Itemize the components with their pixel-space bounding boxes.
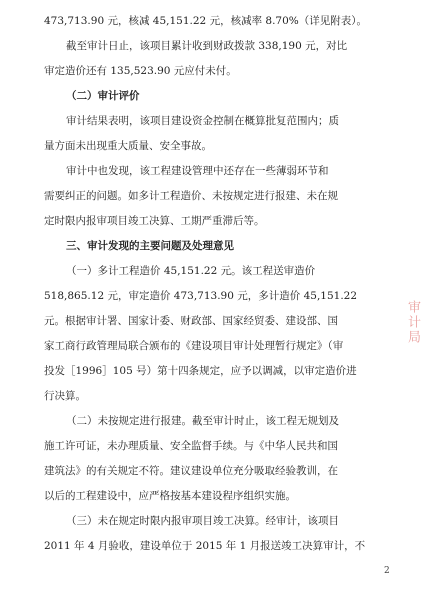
text-line: 建筑法》的有关规定不符。建议建设单位充分吸取经验教训，在 — [44, 465, 338, 477]
text-line: 2011 年 4 月验收，建设单位于 2015 年 1 月报送竣工决算审计，不 — [44, 540, 366, 552]
text-line: 需要纠正的问题。如多计工程造价、未按规定进行报建、未在规 — [44, 190, 338, 202]
text-line: （二）未按规定进行报建。截至审计时止，该工程无规划及 — [66, 415, 339, 427]
text-line: 行决算。 — [44, 390, 86, 402]
section-heading: （二）审计评价 — [66, 90, 140, 102]
section-heading: 三、审计发现的主要问题及处理意见 — [66, 240, 234, 252]
page-number: 2 — [384, 566, 390, 576]
text-line: 投发［1996］105 号）第十四条规定，应予以调减，以审定造价进 — [44, 365, 357, 377]
text-line: 元。根据审计署、国家计委、财政部、国家经贸委、建设部、国 — [44, 315, 338, 327]
text-line: 审计中也发现，该工程建设管理中还存在一些薄弱环节和 — [66, 165, 329, 177]
text-line: 施工许可证，未办理质量、安全监督手续。与《中华人民共和国 — [44, 440, 338, 452]
text-line: 审定造价还有 135,523.90 元应付未付。 — [44, 65, 237, 77]
text-line: 518,865.12 元，审定造价 473,713.90 元，多计造价 45,151.22 — [44, 290, 358, 302]
red-seal-stamp: 审计局 — [405, 300, 420, 345]
text-line: 审计结果表明，该项目建设资金控制在概算批复范围内；质 — [66, 115, 339, 127]
text-line: 截至审计日止，该项目累计收到财政拨款 338,190 元，对比 — [66, 40, 348, 52]
text-line: 以后的工程建设中，应严格按基本建设程序组织实施。 — [44, 490, 296, 502]
text-line: （一）多计工程造价 45,151.22 元。该工程送审造价 — [66, 265, 316, 277]
text-line: 定时限内报审项目竣工决算、工期严重滞后等。 — [44, 215, 265, 227]
text-line: 家工商行政管理局联合颁布的《建设项目审计处理暂行规定》（审 — [44, 340, 344, 352]
text-line: 473,713.90 元，核减 45,151.22 元，核减率 8.70%（详见附表）。 — [44, 15, 368, 27]
text-line: （三）未在规定时限内报审项目竣工决算。经审计，该项目 — [66, 515, 339, 527]
text-line: 量方面未出现重大质量、安全事故。 — [44, 140, 212, 152]
